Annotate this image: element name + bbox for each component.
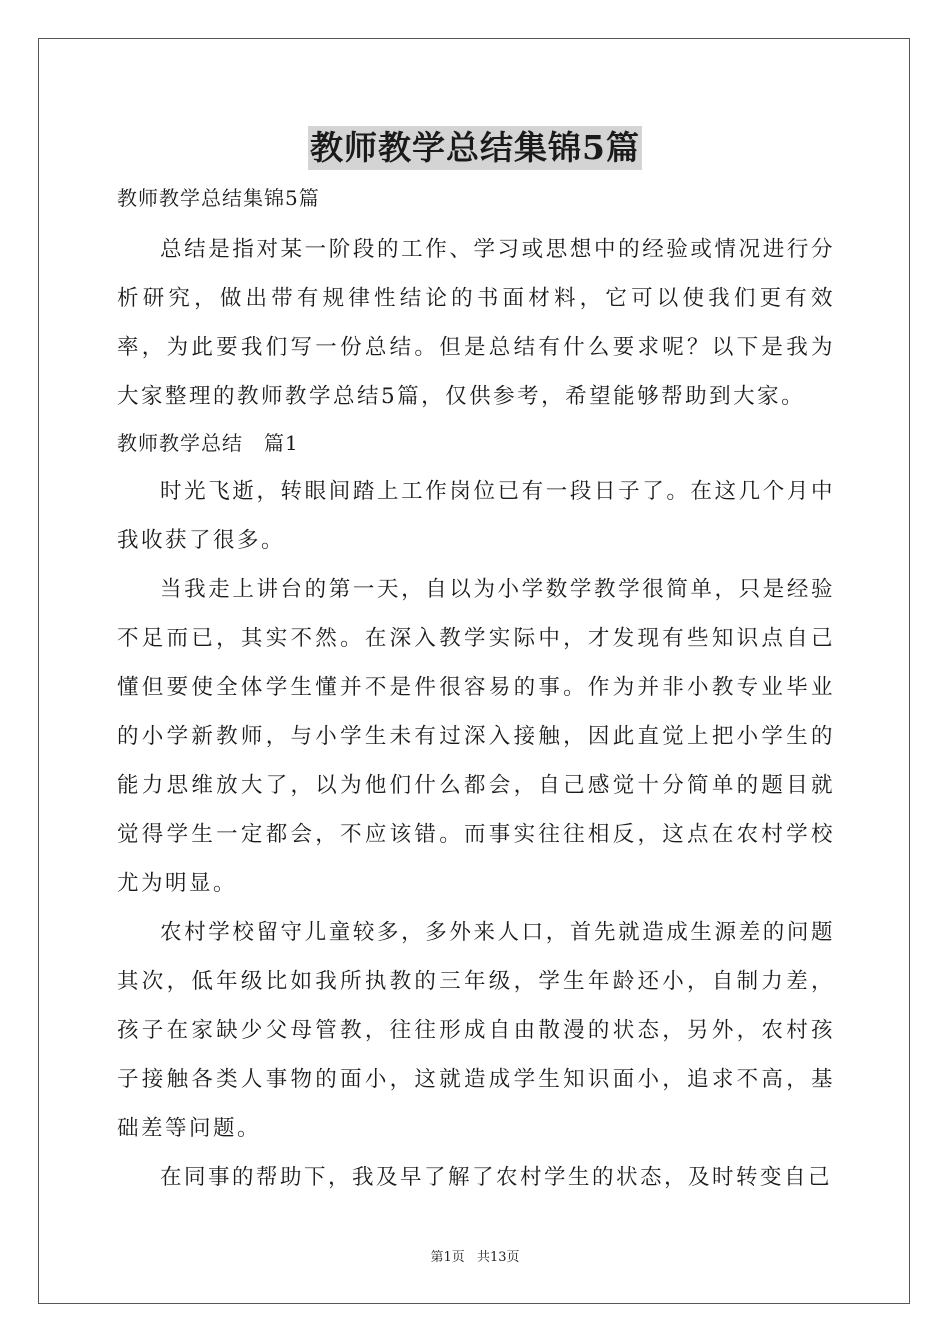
section-heading: 教师教学总结 篇1 bbox=[117, 431, 299, 455]
title-container bbox=[0, 126, 950, 170]
body-paragraph-1: 时光飞逝，转眼间踏上工作岗位已有一段日子了。在这几个月中我收获了很多。 bbox=[117, 479, 835, 553]
page-footer bbox=[0, 1246, 950, 1265]
body-paragraph-2: 当我走上讲台的第一天，自以为小学数学教学很简单，只是经验不足而已，其实不然。在深入教学实际中，才发现有些知识点自己懂但要使全体学生懂并不是件很容易的事。作为并非小教专业毕业的小学新教师，与小学生未有过深入接触，因此直觉上把小学生的能力思维放大了，以为他们什么都会，自己感觉十分简单的题目就觉得学生一定都会，不应该错。而事实往往相反，这点在农村学校尤为明显。 bbox=[117, 577, 835, 896]
document-title: 教师教学总结集锦5篇 bbox=[308, 126, 642, 170]
page-total: 共13页 bbox=[476, 1250, 520, 1265]
document-body bbox=[117, 178, 835, 1202]
body-paragraph-3: 农村学校留守儿童较多，多外来人口，首先就造成生源差的问题其次，低年级比如我所执教的三年级，学生年龄还小，自制力差，孩子在家缺少父母管教，往往形成自由散漫的状态，另外，农村孩子接触各类人事物的面小，这就造成学生知识面小，追求不高，基础差等问题。 bbox=[117, 920, 835, 1141]
page-number: 第1页 bbox=[430, 1250, 465, 1265]
intro-paragraph: 总结是指对某一阶段的工作、学习或思想中的经验或情况进行分析研究，做出带有规律性结论的书面材料，它可以使我们更有效率，为此要我们写一份总结。但是总结有什么要求呢？以下是我为大家整理的教师教学总结5篇，仅供参考，希望能够帮助到大家。 bbox=[117, 237, 835, 409]
body-paragraph-4: 在同事的帮助下，我及早了解了农村学生的状态，及时转变自己 bbox=[160, 1165, 833, 1190]
document-subtitle: 教师教学总结集锦5篇 bbox=[117, 186, 320, 210]
